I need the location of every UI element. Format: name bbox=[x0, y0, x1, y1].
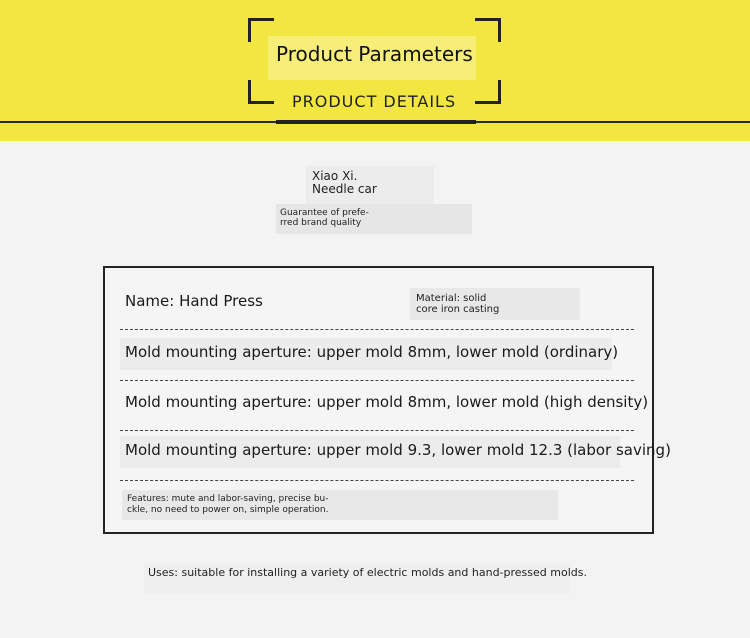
row-divider bbox=[120, 430, 634, 431]
material-line1: Material: solid bbox=[416, 293, 487, 304]
guarantee-line2: rred brand quality bbox=[280, 218, 362, 228]
material-line2: core iron casting bbox=[416, 304, 500, 315]
page-title: Product Parameters bbox=[276, 42, 473, 66]
uses-text: Uses: suitable for installing a variety of electric molds and hand-pressed molds. bbox=[148, 566, 587, 579]
row-divider bbox=[120, 329, 634, 330]
corner-bracket-top-right bbox=[475, 18, 501, 42]
corner-bracket-bottom-right bbox=[475, 80, 501, 104]
brand-name bbox=[312, 170, 432, 196]
param-material bbox=[416, 293, 526, 315]
param-aperture-ordinary: Mold mounting aperture: upper mold 8mm, lower mold (ordinary) bbox=[125, 343, 619, 361]
brand-name-line2: Needle car bbox=[312, 182, 377, 196]
corner-bracket-bottom-left bbox=[248, 80, 274, 104]
title-underline bbox=[276, 120, 476, 124]
row-divider bbox=[120, 380, 634, 381]
param-aperture-labor-saving: Mold mounting aperture: upper mold 9.3, lower mold 12.3 (labor saving) bbox=[125, 441, 671, 459]
brand-name-line1: Xiao Xi. bbox=[312, 169, 358, 183]
guarantee-line1: Guarantee of prefe- bbox=[280, 208, 369, 218]
brand-guarantee bbox=[280, 208, 390, 228]
banner-strip bbox=[0, 123, 750, 141]
features-line2: ckle, no need to power on, simple operation. bbox=[127, 505, 329, 515]
param-features bbox=[127, 494, 357, 516]
param-aperture-high-density: Mold mounting aperture: upper mold 8mm, lower mold (high density) bbox=[125, 393, 649, 411]
page-subtitle: PRODUCT DETAILS bbox=[292, 92, 457, 111]
features-line1: Features: mute and labor-saving, precise bu- bbox=[127, 494, 329, 504]
row-divider bbox=[120, 480, 634, 481]
param-name: Name: Hand Press bbox=[125, 292, 263, 310]
